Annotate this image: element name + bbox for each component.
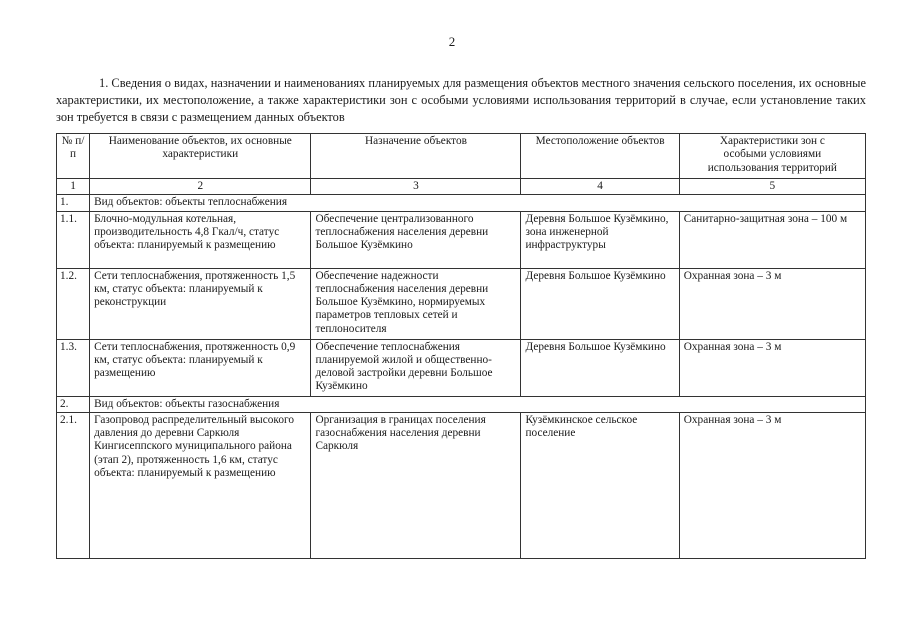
row-purpose: Обеспечение теплоснабжения планируемой жилой и общественно-деловой застройки деревни Большое Кузёмкино bbox=[311, 339, 521, 396]
row-purpose: Обеспечение надежности теплоснабжения населения деревни Большое Кузёмкино, нормируемых параметров тепловых сетей и теплоносителя bbox=[311, 268, 521, 339]
row-location: Кузёмкинское сельское поселение bbox=[521, 412, 679, 558]
row-index: 1.2. bbox=[57, 268, 90, 339]
row-zone: Охранная зона – 3 м bbox=[679, 268, 865, 339]
group-index: 1. bbox=[57, 195, 90, 211]
row-index: 2.1. bbox=[57, 412, 90, 558]
table-row bbox=[57, 268, 866, 339]
row-name: Сети теплоснабжения, протяженность 1,5 км, статус объекта: планируемый к реконструкции bbox=[90, 268, 311, 339]
table-header-row bbox=[57, 134, 866, 179]
column-number-row bbox=[57, 179, 866, 195]
page-number: 2 bbox=[448, 34, 456, 49]
group-title: Вид объектов: объекты газоснабжения bbox=[90, 396, 866, 412]
table-row bbox=[57, 412, 866, 558]
row-zone: Охранная зона – 3 м bbox=[679, 339, 865, 396]
group-row bbox=[57, 396, 866, 412]
header-purpose: Назначение объектов bbox=[311, 134, 521, 179]
table-row bbox=[57, 211, 866, 268]
intro-paragraph: 1. Сведения о видах, назначении и наименованиях планируемых для размещения объектов местного значения сельского поселения, их основные характеристики, их местоположение, а также характеристики зон с особыми условиями использования территорий в случае, если установление таких зон требуется в связи с размещением данных объектов bbox=[56, 76, 866, 125]
column-number: 4 bbox=[521, 179, 679, 195]
group-index: 2. bbox=[57, 396, 90, 412]
column-number: 5 bbox=[679, 179, 865, 195]
planned-objects-table bbox=[56, 133, 866, 559]
table-row bbox=[57, 339, 866, 396]
row-zone: Санитарно-защитная зона – 100 м bbox=[679, 211, 865, 268]
row-name: Сети теплоснабжения, протяженность 0,9 км, статус объекта: планируемый к размещению bbox=[90, 339, 311, 396]
header-index: № п/п bbox=[57, 134, 90, 179]
row-location: Деревня Большое Кузёмкино bbox=[521, 268, 679, 339]
row-zone: Охранная зона – 3 м bbox=[679, 412, 865, 558]
row-index: 1.1. bbox=[57, 211, 90, 268]
group-title: Вид объектов: объекты теплоснабжения bbox=[90, 195, 866, 211]
row-purpose: Организация в границах поселения газоснабжения населения деревни Саркюля bbox=[311, 412, 521, 558]
column-number: 3 bbox=[311, 179, 521, 195]
header-name: Наименование объектов, их основные характеристики bbox=[90, 134, 311, 179]
column-number: 1 bbox=[57, 179, 90, 195]
row-name: Газопровод распределительный высокого давления до деревни Саркюля Кингисеппского муниципального района (этап 2), протяженность 1,6 км, статус объекта: планируемый к размещению bbox=[90, 412, 311, 558]
row-location: Деревня Большое Кузёмкино bbox=[521, 339, 679, 396]
header-zone: Характеристики зон с особыми условиями использования территорий bbox=[679, 134, 865, 179]
group-row bbox=[57, 195, 866, 211]
header-location: Местоположение объектов bbox=[521, 134, 679, 179]
column-number: 2 bbox=[90, 179, 311, 195]
row-name: Блочно-модульная котельная, производительность 4,8 Гкал/ч, статус объекта: планируемый к размещению bbox=[90, 211, 311, 268]
row-index: 1.3. bbox=[57, 339, 90, 396]
row-purpose: Обеспечение централизованного теплоснабжения населения деревни Большое Кузёмкино bbox=[311, 211, 521, 268]
row-location: Деревня Большое Кузёмкино, зона инженерной инфраструктуры bbox=[521, 211, 679, 268]
